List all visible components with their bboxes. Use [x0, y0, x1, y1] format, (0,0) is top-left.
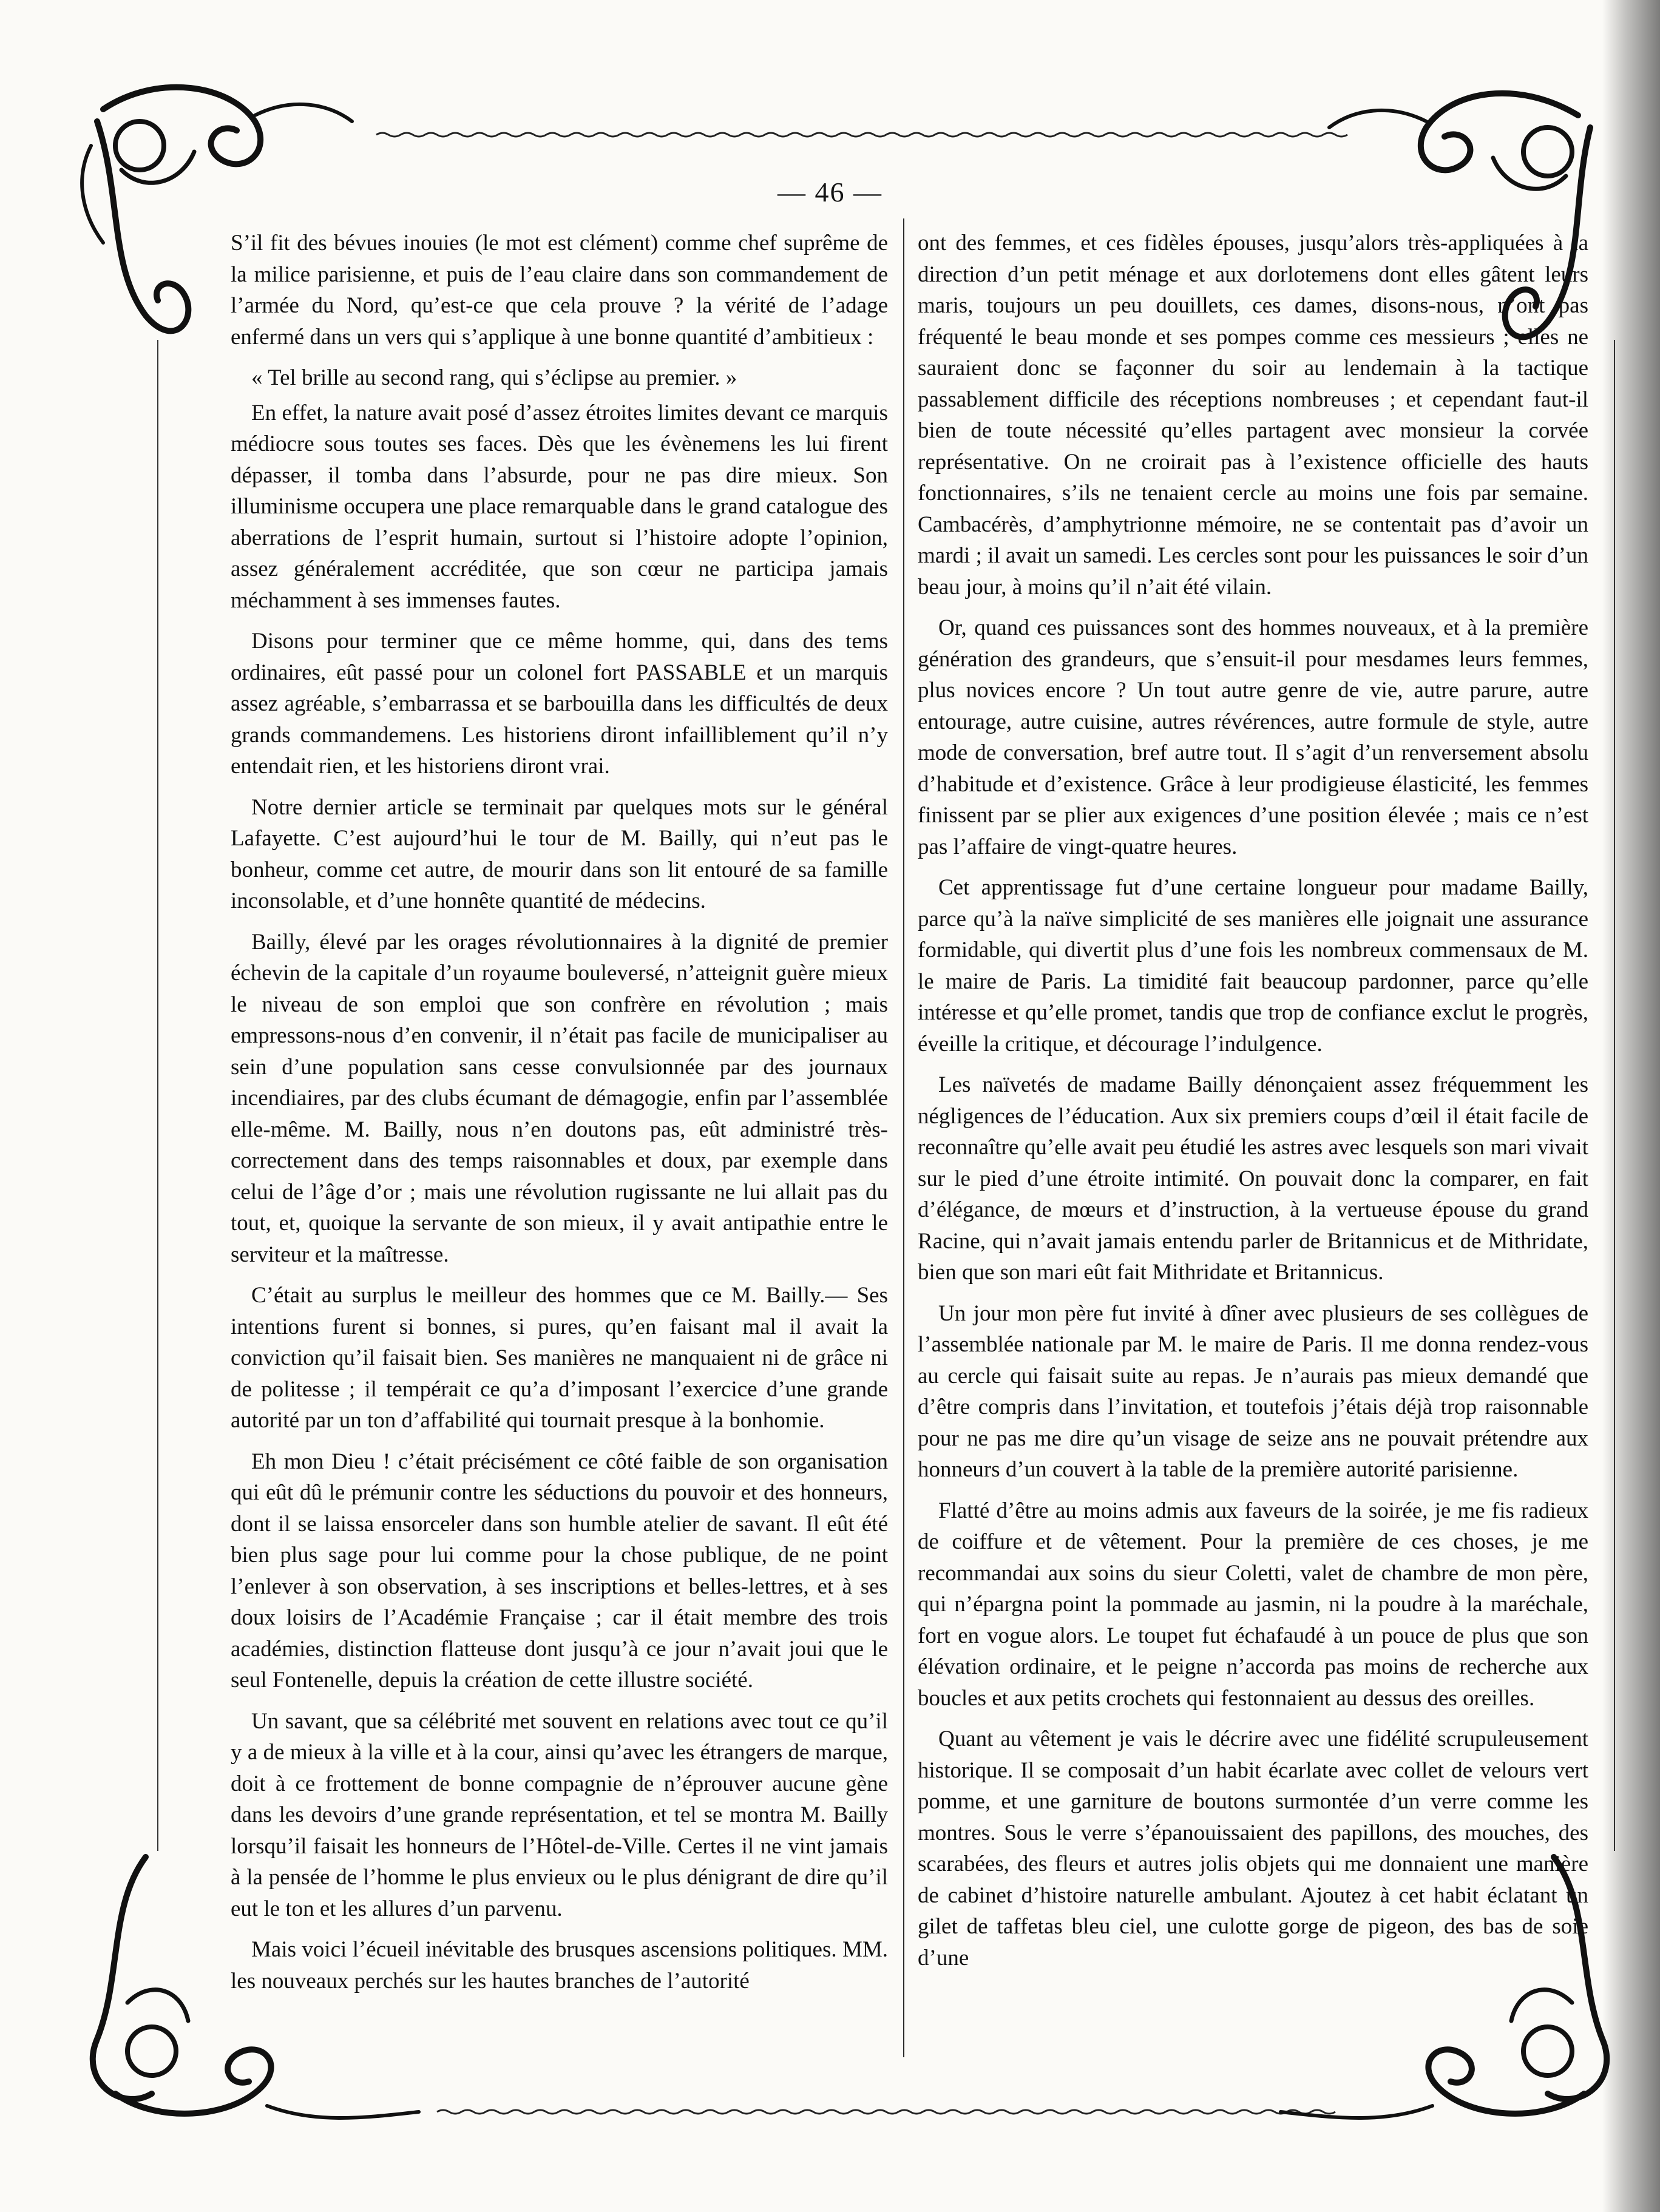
bottom-wavy-rule [437, 2110, 1335, 2114]
paragraph: C’était au surplus le meilleur des hommes que ce M. Bailly.— Ses intentions furent si bonnes, si pures, qu’en faisant mal il avait la conviction qu’il faisait bien. Ses manières ne manquaient ni de grâce ni de politesse ; il tempérait ce qu’a d’imposant l’exercice d’une grande autorité par un ton d’affabilité qui tournait presque à la bonhomie. [231, 1283, 888, 1433]
scanned-page-edge [1602, 0, 1660, 2212]
paragraph: En effet, la nature avait posé d’assez étroites limites devant ce marquis médiocre sous toutes ses faces. Dès que les évènemens les lui firent dépasser, il tomba dans l’absurde, pour ne pas dire mieux. Son illuminisme occupera une place remarquable dans le grand catalogue des aberrations de l’esprit humain, surtout si l’histoire adopte l’opinion, assez généralement accréditée, que son cœur ne participa jamais méchamment à ses immenses fautes. [231, 400, 888, 613]
page-number: — 46 — [777, 177, 883, 208]
right-column [918, 228, 1588, 2054]
column-divider [903, 218, 904, 2057]
paragraph: Or, quand ces puissances sont des hommes nouveaux, et à la première génération des grandeurs, que s’ensuit-il pour mesdames leurs femmes, plus novices encore ? Un tout autre genre de vie, autre parure, autre entourage, autre cuisine, autres révérences, autre formule de style, autre mode de conversation, bref autre tout. Il s’agit d’un renversement absolu d’habitude et d’existence. Grâce à leur prodigieuse élasticité, les femmes finissent par se plier aux exigences d’une position élevée ; mais ce n’est pas l’affaire de vingt-quatre heures. [918, 615, 1588, 859]
paragraph: Mais voici l’écueil inévitable des brusques ascensions politiques. MM. les nouveaux perchés sur les hautes branches de l’autorité [231, 1937, 888, 1994]
paragraph: Notre dernier article se terminait par quelques mots sur le général Lafayette. C’est aujourd’hui le tour de M. Bailly, qui n’eut pas le bonheur, comme cet autre, de mourir dans son lit entouré de sa famille inconsolable, et d’une honnête quantité de médecins. [231, 794, 888, 913]
paragraph: Quant au vêtement je vais le décrire avec une fidélité scrupuleusement historique. Il se composait d’un habit écarlate avec collet de velours vert pomme, et une garniture de boutons surmontée d’un verre comme les montres. Sous le verre s’épanouissaient des papillons, des mouches, des scarabées, des fleurs et autres jolis objets qui me donnaient une manière de cabinet d’histoire naturelle ambulant. Ajoutez à cet habit éclatant un gilet de taffetas bleu ciel, une culotte gorge de pigeon, des bas de soie d’une [918, 1727, 1588, 1970]
paragraph: S’il fit des bévues inouies (le mot est clément) comme chef suprême de la milice parisienne, et puis de l’eau claire dans son commandement de l’armée du Nord, qu’est-ce que cela prouve ? la vérité de l’adage enfermé dans un vers qui s’applique à une bonne quantité d’ambitieux : [231, 231, 888, 350]
paragraph: Un savant, que sa célébrité met souvent en relations avec tout ce qu’il y a de mieux à la ville et à la cour, ainsi qu’avec les étrangers de marque, doit à ce frottement de bonne compagnie de n’éprouver aucune gène dans les devoirs d’une grande représentation, et tel se montra M. Bailly lorsqu’il faisait les honneurs de l’Hôtel-de-Ville. Certes il ne vint jamais à la pensée de l’homme le plus envieux ou le plus dénigrant de dire qu’il eut le ton et les allures d’un parvenu. [231, 1708, 888, 1921]
paragraph: Les naïvetés de madame Bailly dénonçaient assez fréquemment les négligences de l’éducation. Aux six premiers coups d’œil il était facile de reconnaître qu’elle avait peu étudié les astres avec lesquels son mari vivait sur le pied d’une étroite intimité. On pouvait donc la comparer, en fait d’élégance, de mœurs et d’instruction, à la vertueuse épouse du grand Racine, qui n’avait jamais entendu parler de Britannicus et de Mithridate, bien que son mari eût fait Mithridate et Britannicus. [918, 1072, 1588, 1285]
verse-quote: « Tel brille au second rang, qui s’éclipse au premier. » [251, 365, 737, 390]
top-wavy-rule [376, 133, 1347, 137]
paragraph: Cet apprentissage fut d’une certaine longueur pour madame Bailly, parce qu’à la naïve simplicité de ses manières elle joignait une assurance formidable, qui divertit plus d’une fois les nombreux commensaux de M. le maire de Paris. La timidité fait beaucoup pardonner, parce qu’elle intéresse et qu’elle promet, tandis que trop de confiance exclut le progrès, éveille la critique, et décourage l’indulgence. [918, 875, 1588, 1057]
paragraph: Disons pour terminer que ce même homme, qui, dans des tems ordinaires, eût passé pour un colonel fort PASSABLE et un marquis assez agréable, s’embarrassa et se barbouilla dans les difficultés de deux grands commandemens. Les historiens diront infailliblement qu’il n’y entendait rien, et les historiens diront vrai. [231, 629, 888, 779]
paragraph: Bailly, élevé par les orages révolutionnaires à la dignité de premier échevin de la capitale d’un royaume bouleversé, n’atteignit guère mieux le niveau de son emploi que son confrère en révolution ; mais empressons-nous d’en convenir, il n’était pas facile de municipaliser au sein d’une population sans cesse convulsionnée par des journaux incendiaires, par des clubs écumant de démagogie, enfin par l’assemblée elle-même. M. Bailly, nous n’en doutons pas, eût administré très-correctement dans des temps raisonnables et doux, par exemple dans celui de l’âge d’or ; mais une révolution rugissante ne lui allait pas du tout, et, quoique la servante de son mieux, il y avait antipathie entre le serviteur et la maîtresse. [231, 929, 888, 1267]
paragraph: Un jour mon père fut invité à dîner avec plusieurs de ses collègues de l’assemblée nationale par M. le maire de Paris. Il me donna rendez-vous au cercle qui faisait suite au repas. Je n’aurais pas mieux demandé que d’être compris dans l’invitation, et toutefois j’étais déjà trop raisonnable pour ne pas me dire qu’un visage de seize ans ne pouvait prétendre aux honneurs d’un couvert à la table de la première autorité parisienne. [918, 1300, 1588, 1482]
paragraph: ont des femmes, et ces fidèles épouses, jusqu’alors très-appliquées à la direction d’un petit ménage et aux dorlotemens dont elles gâtent leurs maris, toujours un peu douillets, ces dames, disons-nous, n’ont pas fréquenté le beau monde et ses pompes comme ces messieurs ; elles ne sauraient donc se façonner du soir au lendemain à la tactique passablement difficile des réceptions nombreuses ; et cependant faut-il bien de toute nécessité qu’elles partagent avec monsieur la corvée représentative. On ne croirait pas à l’existence officielle des hauts fonctionnaires, s’ils ne tenaient cercle au moins une fois par semaine. Cambacérès, d’amphytrionne mémoire, ne se contentait pas d’avoir un mardi ; il avait un samedi. Les cercles sont pour les puissances le soir d’un beau jour, à moins qu’il n’ait été vilain. [918, 231, 1588, 600]
paragraph: Flatté d’être au moins admis aux faveurs de la soirée, je me fis radieux de coiffure et de vêtement. Pour la première de ces choses, je me recommandai aux soins du sieur Coletti, valet de chambre de mon père, qui n’épargna point la pommade au jasmin, ni la poudre à la maréchale, fort en vogue alors. Le toupet fut échafaudé à un pouce de plus que son élévation ordinaire, et le peigne n’accorda pas moins de recherche aux boucles et aux petits crochets qui festonnaient au dessus des oreilles. [918, 1498, 1588, 1711]
paragraph: Eh mon Dieu ! c’était précisément ce côté faible de son organisation qui eût dû le prémunir contre les séductions du pouvoir et des honneurs, dont il se laissa ensorceler dans son humble atelier de savant. Il eût été bien plus sage pour lui comme pour la chose publique, de ne point l’enlever à son observation, à ses inscriptions et belles-lettres, et à ses doux loisirs de l’Académie Française ; car il était membre des trois académies, distinction flatteuse dont jusqu’à ce jour n’avait joui que le seul Fontenelle, depuis la création de cette illustre société. [231, 1449, 888, 1693]
left-column [231, 228, 888, 2054]
